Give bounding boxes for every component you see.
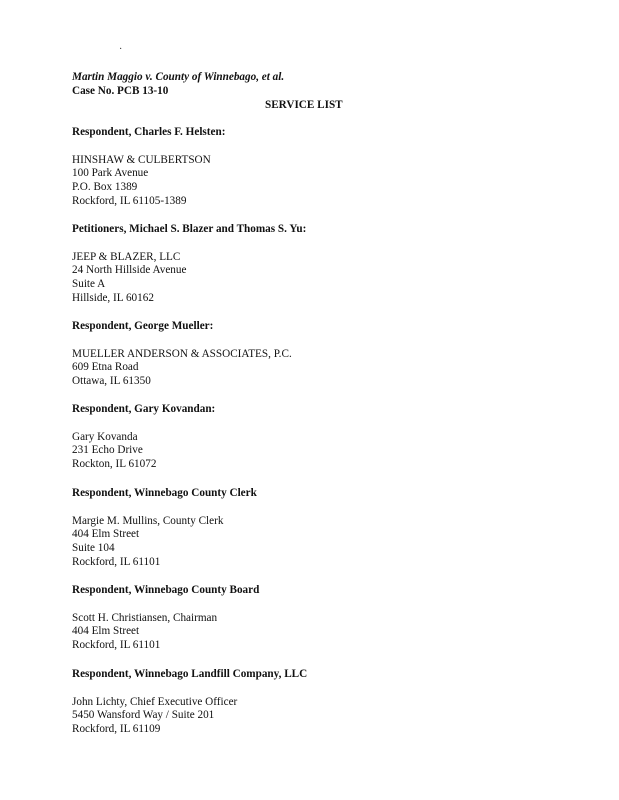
address-line: Hillside, IL 60162 [72,291,154,304]
service-entry [72,584,259,653]
address-line: Ottawa, IL 61350 [72,375,151,388]
address-line: HINSHAW & CULBERTSON [72,153,211,166]
address-line: Rockford, IL 61105-1389 [72,194,187,207]
stray-mark: · [119,44,123,55]
address-line: Rockton, IL 61072 [72,458,157,471]
service-entry [72,126,225,209]
address-line: 231 Echo Drive [72,444,143,457]
address-line: Suite 104 [72,542,115,555]
service-list-title: SERVICE LIST [265,99,343,111]
service-entry [72,223,306,306]
service-entry [72,403,215,472]
address-line: 24 North Hillside Avenue [72,264,187,277]
entry-role: Respondent, Winnebago Landfill Company, LLC [72,668,308,680]
address-line: P.O. Box 1389 [72,181,138,194]
case-caption [72,71,284,99]
entry-role: Respondent, Winnebago County Clerk [72,487,257,499]
address-line: 609 Etna Road [72,361,139,374]
service-entry [72,487,257,570]
address-line: 404 Elm Street [72,625,140,638]
entry-role: Respondent, Gary Kovandan: [72,403,216,415]
address-line: Gary Kovanda [72,430,138,443]
address-line: 5450 Wansford Way / Suite 201 [72,709,215,722]
case-title: Martin Maggio v. County of Winnebago, et al. [72,71,285,83]
address-line: JEEP & BLAZER, LLC [72,250,181,263]
address-line: Rockford, IL 61101 [72,555,161,568]
address-line: John Lichty, Chief Executive Officer [72,695,238,708]
entry-role: Respondent, George Mueller: [72,320,214,332]
service-entry [72,668,307,737]
service-entry [72,320,292,389]
case-number: Case No. PCB 13-10 [72,84,169,97]
address-line: MUELLER ANDERSON & ASSOCIATES, P.C. [72,347,292,360]
address-line: 100 Park Avenue [72,167,149,180]
address-line: Margie M. Mullins, County Clerk [72,514,224,527]
entry-role: Petitioners, Michael S. Blazer and Thomas S. Yu: [72,223,307,235]
address-line: Rockford, IL 61109 [72,723,161,736]
entry-role: Respondent, Winnebago County Board [72,584,260,596]
entry-role: Respondent, Charles F. Helsten: [72,126,226,138]
address-line: Suite A [72,278,106,291]
address-line: Scott H. Christiansen, Chairman [72,611,218,624]
address-line: 404 Elm Street [72,528,140,541]
address-line: Rockford, IL 61101 [72,639,161,652]
